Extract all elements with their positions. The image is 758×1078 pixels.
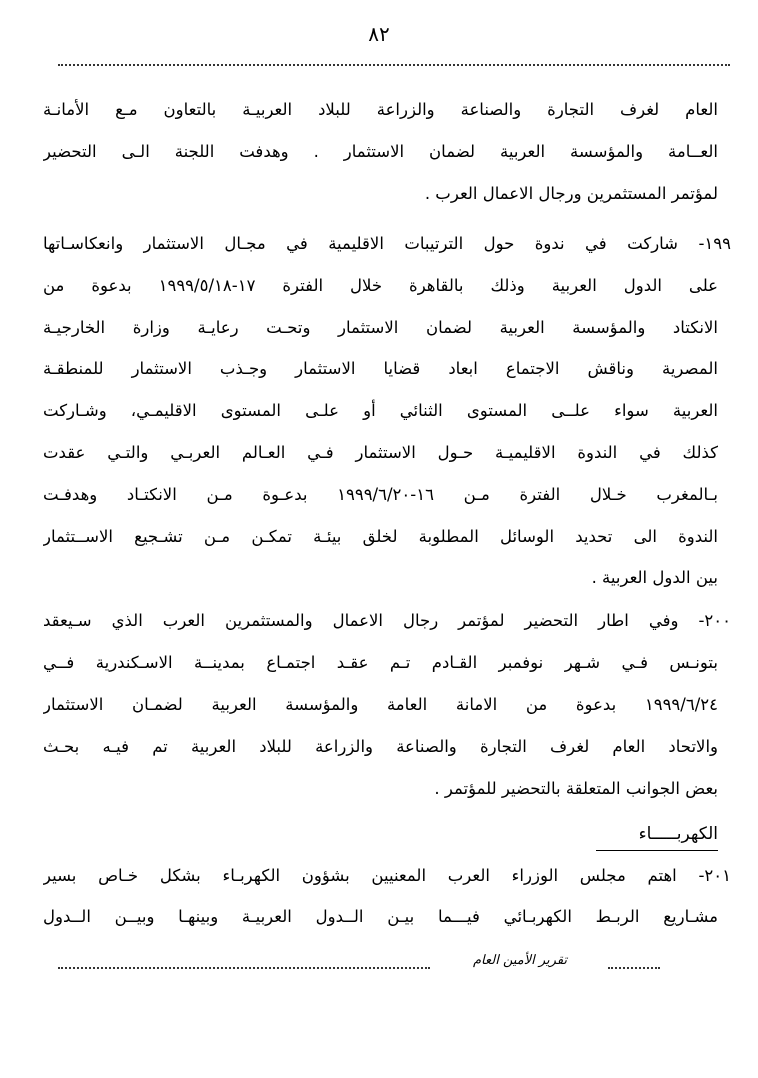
text-line: ٢٠١- اهتم مجلس الوزراء العرب المعنيين بشؤون الكهربـاء بشكل خـاص بسير bbox=[43, 866, 731, 885]
text-line: بعض الجوانب المتعلقة بالتحضير للمؤتمر . bbox=[434, 779, 718, 798]
text-line: على الدول العربية وذلك بالقاهرة خلال الفترة ١٧-١٩٩٩/٥/١٨ بدعوة من bbox=[43, 276, 718, 295]
text-line: العام لغرف التجارة والصناعة والزراعة للبلاد العربيـة بالتعاون مـع الأمانـة bbox=[43, 100, 718, 119]
text-line: العربية سواء علــى المستوى الثنائي أو علـى المستوى الاقليمـي، وشـاركت bbox=[43, 401, 718, 420]
text-line: كذلك في الندوة الاقليميـة حـول الاستثمار فـي العـالم العربـي والتـي عقدت bbox=[43, 443, 718, 462]
section-heading-electricity: الكهربـــــاء bbox=[596, 820, 718, 851]
footer-divider-right bbox=[608, 967, 660, 969]
header-divider bbox=[58, 64, 730, 66]
text-line: بـالمغرب خـلال الفترة مـن ١٦-١٩٩٩/٦/٢٠ بدعـوة مـن الانكتـاد وهدفـت bbox=[43, 485, 718, 504]
text-line: والاتحاد العام لغرف التجارة والصناعة والزراعة للبلاد العربية تم فيـه بحـث bbox=[43, 737, 718, 756]
text-line: بتونـس فـي شـهر نوفمبر القـادم تـم عقـد اجتمـاع بمدينــة الاسـكندرية فــي bbox=[43, 653, 718, 672]
text-line: ٢٠٠- وفي اطار التحضير لمؤتمر رجال الاعمال والمستثمرين العرب الذي سـيعقد bbox=[43, 611, 731, 630]
text-line: الندوة الى تحديد الوسائل المطلوبة لخلق بيئـة تمكـن مـن تشـجيع الاســتثمار bbox=[43, 527, 718, 546]
footer-title: تقرير الأمين العام bbox=[472, 953, 568, 968]
page-number: ٨٢ bbox=[368, 22, 390, 46]
text-line: مشـاريع الربـط الكهربـائي فيـــما بيـن الــدول العربيـة وبينهـا وبيــن الــدول bbox=[43, 907, 718, 926]
text-line: لمؤتمر المستثمرين ورجال الاعمال العرب . bbox=[424, 184, 718, 203]
text-line: ١٩٩٩/٦/٢٤ بدعوة من الامانة العامة والمؤسسة العربية لضمـان الاستثمار bbox=[43, 695, 718, 714]
footer-divider-left bbox=[58, 967, 430, 969]
text-line: العــامة والمؤسسة العربية لضمان الاستثمار . وهدفت اللجنة الـى التحضير bbox=[43, 142, 718, 161]
text-line: المصرية وناقش الاجتماع ابعاد قضايا الاستثمار وجـذب الاستثمار للمنطقـة bbox=[43, 359, 718, 378]
text-line: بين الدول العربية . bbox=[591, 568, 718, 587]
text-line: الانكتاد والمؤسسة العربية لضمان الاستثمار وتحـت رعايـة وزارة الخارجيـة bbox=[43, 318, 718, 337]
text-line: ١٩٩- شاركت في ندوة حول الترتيبات الاقليمية في مجـال الاستثمار وانعكاسـاتها bbox=[43, 234, 731, 253]
